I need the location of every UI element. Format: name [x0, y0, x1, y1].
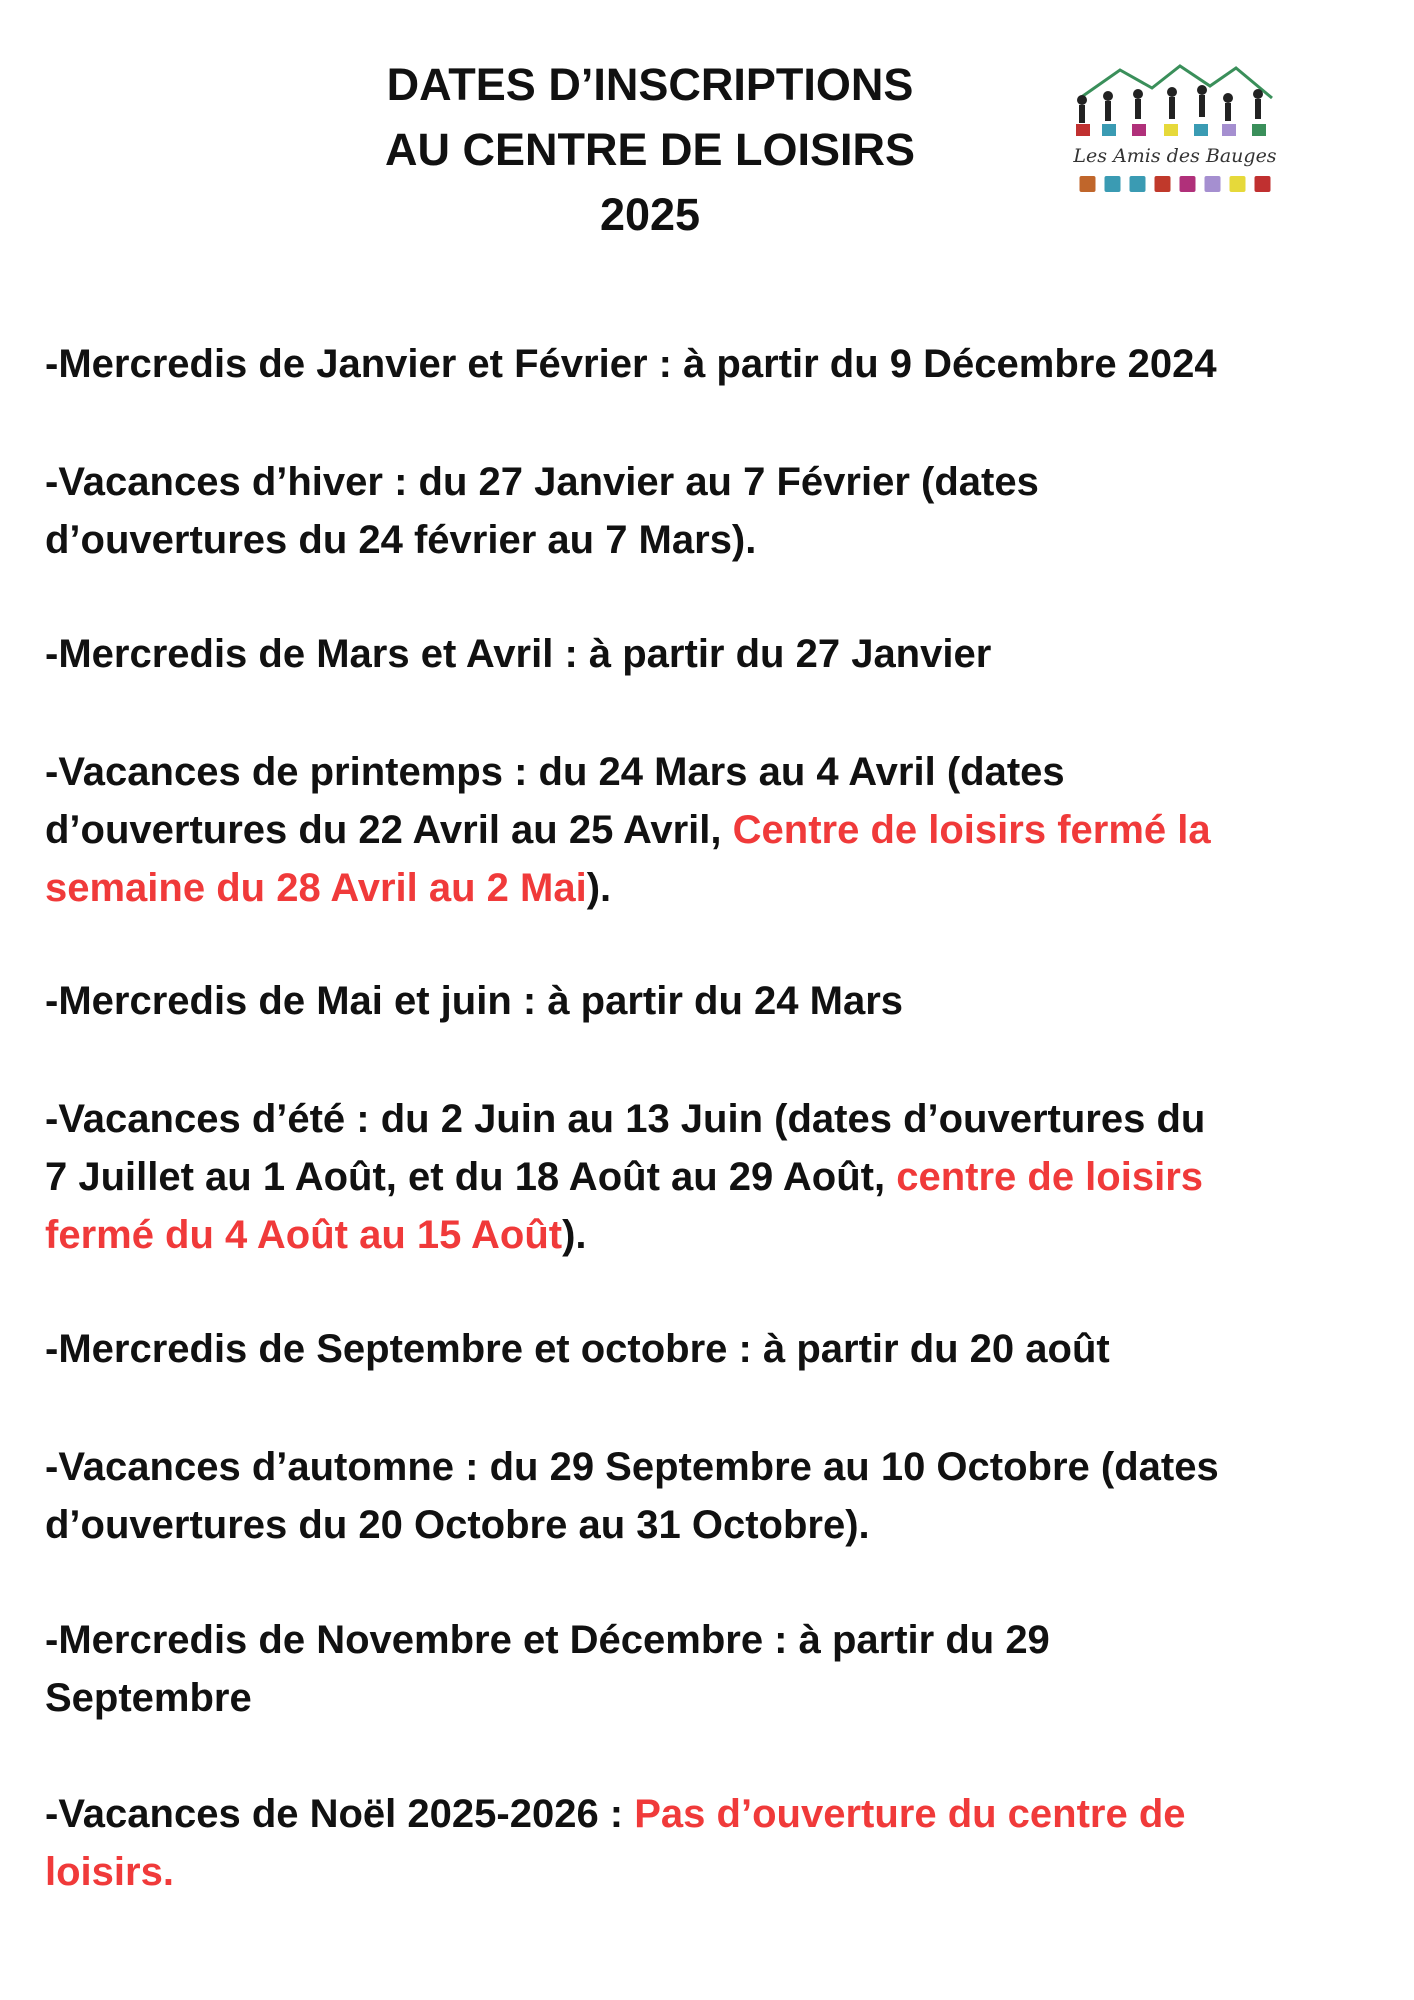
entry-vacances-hiver — [45, 453, 1375, 569]
entry-line: d’ouvertures du 22 Avril au 25 Avril, — [45, 808, 733, 852]
color-square — [1130, 176, 1146, 192]
entry-vacances-printemps — [45, 743, 1375, 917]
color-square — [1155, 176, 1171, 192]
entry-mercredis-mai-juin — [45, 972, 1375, 1030]
association-logo — [1060, 58, 1290, 208]
entry-line: d’ouvertures du 24 février au 7 Mars). — [45, 518, 757, 562]
entry-mercredis-septembre-octobre — [45, 1320, 1375, 1378]
entry-text: -Mercredis de Mars et Avril : à partir du 27 Janvier — [45, 632, 992, 676]
entry-mercredis-mars-avril — [45, 625, 1375, 683]
children-figures-icon — [1077, 85, 1263, 123]
entry-line: ). — [586, 866, 612, 910]
closure-notice: Centre de loisirs fermé la — [732, 808, 1211, 852]
entry-line: -Vacances d’automne : du 29 Septembre au 10 Octobre (dates — [45, 1445, 1219, 1489]
color-square — [1105, 176, 1121, 192]
closure-notice: centre de loisirs — [896, 1155, 1204, 1199]
entry-text: -Mercredis de Mai et juin : à partir du 24 Mars — [45, 979, 904, 1023]
entry-text: -Mercredis de Septembre et octobre : à partir du 20 août — [45, 1327, 1110, 1371]
blocks-row-top — [1076, 124, 1266, 136]
entry-vacances-ete — [45, 1090, 1375, 1264]
closure-notice: semaine du 28 Avril au 2 Mai — [45, 866, 587, 910]
color-squares-row — [1080, 176, 1271, 192]
entry-vacances-noel — [45, 1785, 1375, 1901]
entry-mercredis-janvier-fevrier — [45, 335, 1375, 393]
title-line-1: DATES D’INSCRIPTIONS — [386, 59, 914, 110]
entry-line: d’ouvertures du 20 Octobre au 31 Octobre). — [45, 1503, 870, 1547]
color-square — [1255, 176, 1271, 192]
entry-text: -Mercredis de Janvier et Février : à partir du 9 Décembre 2024 — [45, 342, 1217, 386]
title-line-3: 2025 — [599, 189, 701, 240]
color-square — [1080, 176, 1096, 192]
entry-line: ). — [562, 1213, 587, 1257]
entry-line: -Vacances de Noël 2025-2026 : — [45, 1792, 635, 1836]
closure-notice: loisirs. — [45, 1850, 174, 1894]
entry-line: Septembre — [45, 1676, 252, 1720]
entry-line: 7 Juillet au 1 Août, et du 18 Août au 29 Août, — [45, 1155, 897, 1199]
entry-line: -Vacances d’hiver : du 27 Janvier au 7 Février (dates — [45, 460, 1039, 504]
closure-notice: Pas d’ouverture du centre de — [634, 1792, 1186, 1836]
entry-line: -Vacances d’été : du 2 Juin au 13 Juin (dates d’ouvertures du — [45, 1097, 1206, 1141]
logo-text: Les Amis des Bauges — [1073, 145, 1277, 167]
color-square — [1180, 176, 1196, 192]
color-square — [1230, 176, 1246, 192]
color-square — [1205, 176, 1221, 192]
entry-line: -Vacances de printemps : du 24 Mars au 4 Avril (dates — [45, 750, 1065, 794]
entry-line: -Mercredis de Novembre et Décembre : à partir du 29 — [45, 1618, 1050, 1662]
closure-notice: fermé du 4 Août au 15 Août — [45, 1213, 563, 1257]
page-title — [250, 52, 1050, 247]
title-line-2: AU CENTRE DE LOISIRS — [384, 124, 916, 175]
entry-mercredis-novembre-decembre — [45, 1611, 1375, 1727]
entry-vacances-automne — [45, 1438, 1375, 1554]
